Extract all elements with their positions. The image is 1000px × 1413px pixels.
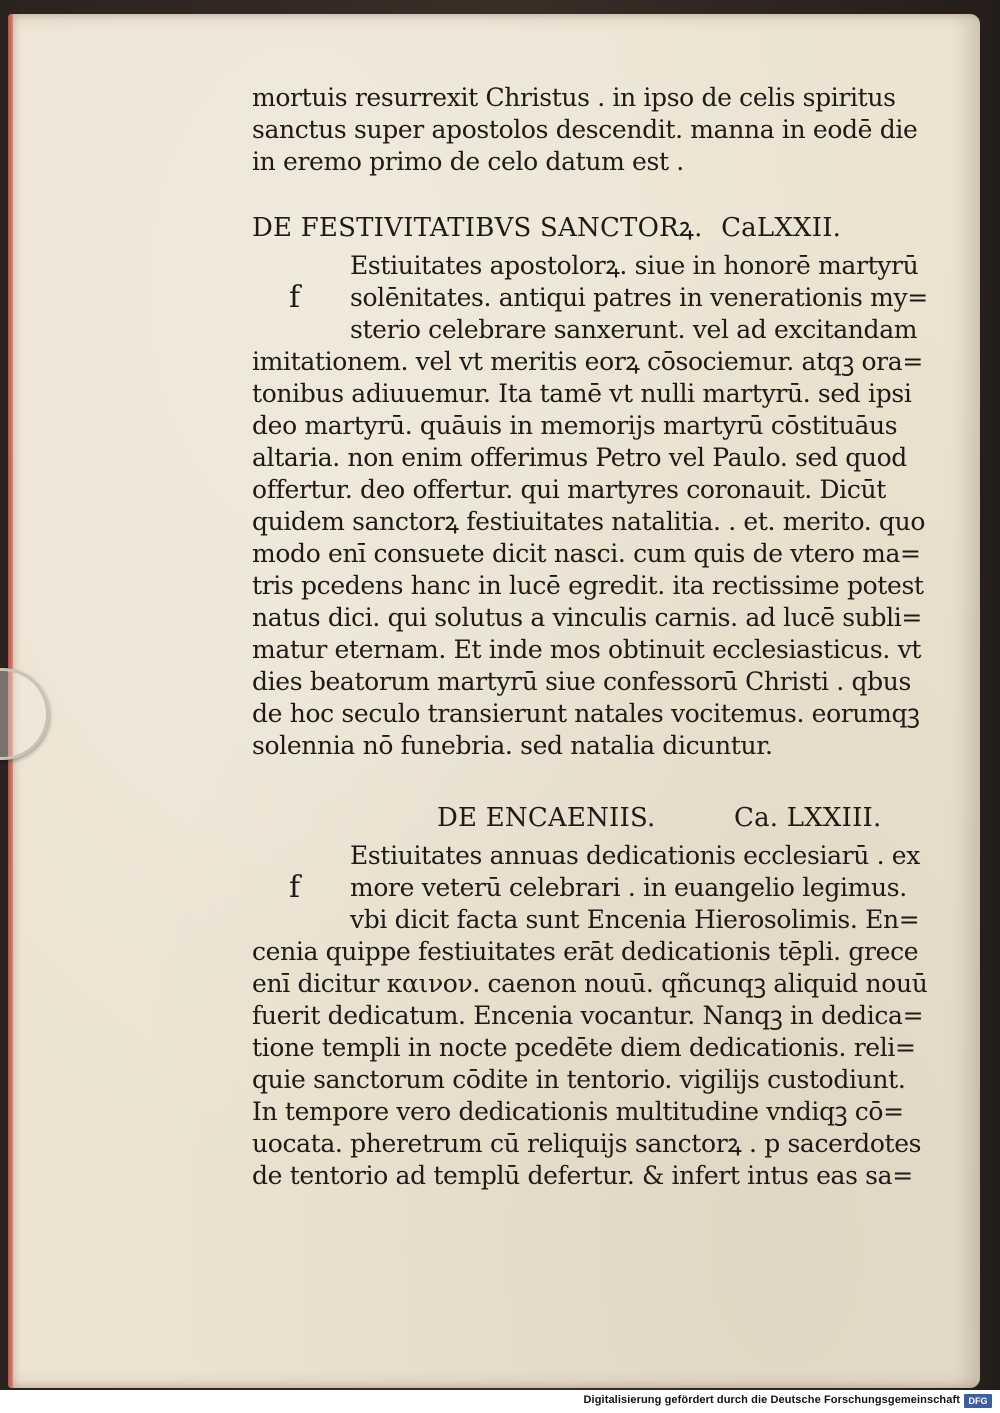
- chapter-heading-72: [252, 206, 942, 250]
- text-line: altaria. non enim offerimus Petro vel Paulo. sed quod: [252, 443, 907, 472]
- text-line: solēnitates. antiqui patres in venerationis my=: [350, 283, 928, 312]
- dfg-logo-icon[interactable]: DFG: [964, 1394, 992, 1408]
- opening-lines: [252, 82, 942, 178]
- text-line: offertur. deo offertur. qui martyres coronauit. Dicūt: [252, 475, 886, 504]
- text-line: in eremo primo de celo datum est .: [252, 147, 684, 176]
- text-line: enī dicitur καινον. caenon nouū. qñcunqꝫ aliquid nouū: [252, 969, 928, 998]
- text-line: natus dici. qui solutus a vinculis carnis. ad lucē subli=: [252, 603, 923, 632]
- text-line: quie sanctorum cōdite in tentorio. vigilijs custodiunt.: [252, 1065, 906, 1094]
- chapter-heading-73: [252, 796, 942, 840]
- text-line: tonibus adiuuemur. Ita tamē vt nulli martyrū. sed ipsi: [252, 379, 912, 408]
- initial-guide-letter: f: [289, 870, 300, 905]
- text-line: mortuis resurrexit Christus . in ipso de celis spiritus: [252, 83, 896, 112]
- text-line: matur eternam. Et inde mos obtinuit ecclesiasticus. vt: [252, 635, 922, 664]
- initial-guide-letter: f: [289, 280, 300, 315]
- text-line: dies beatorum martyrū siue confessorū Christi . qbus: [252, 667, 912, 696]
- funding-credit-text: Digitalisierung gefördert durch die Deutsche Forschungsgemeinschaft: [583, 1394, 960, 1406]
- text-line: In tempore vero dedicationis multitudine vndiqꝫ cō=: [252, 1097, 904, 1126]
- text-line: deo martyrū. quāuis in memorijs martyrū cōstituāus: [252, 411, 898, 440]
- section-encaeniis: [252, 840, 942, 1192]
- text-line: de hoc seculo transierunt natales vocitemus. eorumqꝫ: [252, 699, 920, 728]
- text-line: sterio celebrare sanxerunt. vel ad excitandam: [350, 315, 918, 344]
- section-festivitatibus: [252, 250, 942, 762]
- heading-title: DE ENCAENIIS.: [437, 803, 656, 833]
- text-line: more veterū celebrari . in euangelio legimus.: [350, 873, 907, 902]
- text-line: quidem sanctorꝝ festiuitates natalitia. . et. merito. quo: [252, 507, 926, 536]
- heading-chapter-number: CaLXXII.: [721, 213, 842, 243]
- text-line: uocata. pheretrum cū reliquijs sanctorꝝ . p sacerdotes: [252, 1129, 922, 1158]
- text-line: de tentorio ad templū defertur. & infert intus eas sa=: [252, 1161, 913, 1190]
- page-text: [252, 82, 942, 1192]
- text-line: solennia nō funebria. sed natalia dicuntur.: [252, 731, 773, 760]
- text-line: sanctus super apostolos descendit. manna in eodē die: [252, 115, 918, 144]
- text-line: vbi dicit facta sunt Encenia Hierosolimis. En=: [350, 905, 920, 934]
- text-line: tris pcedens hanc in lucē egredit. ita rectissime potest: [252, 571, 924, 600]
- funding-footer: [0, 1390, 1000, 1413]
- text-line: imitationem. vel vt meritis eorꝝ cōsociemur. atqꝫ ora=: [252, 347, 923, 376]
- text-line: Estiuitates apostolorꝝ. siue in honorē martyrū: [350, 251, 919, 280]
- text-line: fuerit dedicatum. Encenia vocantur. Nanqꝫ in dedica=: [252, 1001, 924, 1030]
- text-line: Estiuitates annuas dedicationis ecclesiarū . ex: [350, 841, 921, 870]
- heading-title: DE FESTIVITATIBVS SANCTORꝝ.: [252, 213, 703, 243]
- text-line: tione templi in nocte pcedēte diem dedicationis. reli=: [252, 1033, 916, 1062]
- heading-chapter-number: Ca. LXXIII.: [733, 803, 882, 833]
- text-line: modo enī consuete dicit nasci. cum quis de vtero ma=: [252, 539, 921, 568]
- text-line: cenia quippe festiuitates erāt dedicationis tēpli. grece: [252, 937, 919, 966]
